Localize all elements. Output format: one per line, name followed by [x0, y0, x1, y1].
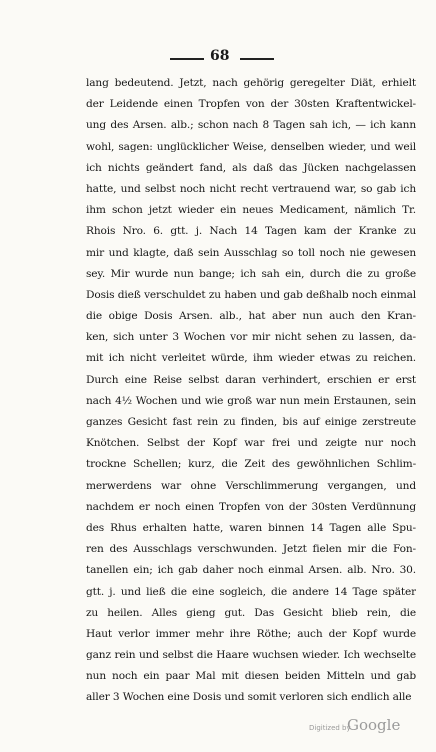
text-line: sey. Mir wurde nun bange; ich sah ein, durch die zu große: [86, 267, 416, 280]
text-line: gtt. j. und ließ die eine sogleich, die andere 14 Tage später: [86, 585, 416, 598]
digitized-by-google-watermark: [309, 716, 419, 740]
header-rule-left: [170, 58, 204, 60]
text-line: Dosis dieß verschuldet zu haben und gab deßhalb noch einmal: [86, 288, 416, 301]
text-line: mir und klagte, daß sein Ausschlag so toll noch nie gewesen: [86, 246, 416, 259]
text-line: aller 3 Wochen eine Dosis und somit verloren sich endlich alle: [86, 691, 412, 704]
text-line: merwerdens war ohne Verschlimmerung vergangen, und: [86, 479, 416, 492]
text-line: zu heilen. Alles gieng gut. Das Gesicht blieb rein, die: [86, 606, 416, 619]
text-line: die obige Dosis Arsen. alb., hat aber nun auch den Kran-: [86, 310, 416, 323]
google-logo: Google: [347, 716, 401, 734]
text-line: Rhois Nro. 6. gtt. j. Nach 14 Tagen kam der Kranke zu: [86, 225, 416, 238]
text-line: Haut verlor immer mehr ihre Röthe; auch der Kopf wurde: [86, 627, 416, 640]
text-line: nach 4½ Wochen und wie groß war nun mein Erstaunen, sein: [86, 394, 416, 407]
text-line: wohl, sagen: unglücklicher Weise, denselben wieder, und weil: [86, 140, 416, 153]
text-line: nachdem er noch einen Tropfen von der 30sten Verdünnung: [86, 500, 416, 513]
text-line: Durch eine Reise selbst daran verhindert, erschien er erst: [86, 373, 416, 386]
body-text: [86, 73, 416, 709]
text-line: Knötchen. Selbst der Kopf war frei und zeigte nur noch: [86, 437, 416, 450]
text-line: ganz rein und selbst die Haare wuchsen wieder. Ich wechselte: [86, 649, 416, 662]
page-number: 68: [210, 48, 230, 64]
page-header: [0, 46, 436, 68]
text-line: mit ich nicht verleitet würde, ihm wieder etwas zu reichen.: [86, 352, 416, 365]
text-line: ich nichts geändert fand, als daß das Jücken nachgelassen: [86, 161, 416, 174]
header-rule-right: [240, 58, 274, 60]
text-line: der Leidende einen Tropfen von der 30sten Kraftentwickel-: [86, 98, 416, 111]
text-line: nun noch ein paar Mal mit diesen beiden Mitteln und gab: [86, 670, 416, 683]
text-line: ren des Ausschlags verschwunden. Jetzt fielen mir die Fon-: [86, 543, 416, 556]
text-line: hatte, und selbst noch nicht recht vertrauend war, so gab ich: [86, 182, 416, 195]
text-line: trockne Schellen; kurz, die Zeit des gewöhnlichen Schlim-: [86, 458, 416, 471]
text-line: lang bedeutend. Jetzt, nach gehörig geregelter Diät, erhielt: [86, 77, 416, 89]
digitized-label: Digitized by: [309, 724, 351, 732]
text-line: ung des Arsen. alb.; schon nach 8 Tagen sah ich, — ich kann: [86, 119, 416, 132]
text-line: ganzes Gesicht fast rein zu finden, bis auf einige zerstreute: [86, 416, 416, 428]
text-line: ihm schon jetzt wieder ein neues Medicament, nämlich Tr.: [86, 204, 416, 217]
text-line: des Rhus erhalten hatte, waren binnen 14 Tagen alle Spu-: [86, 521, 416, 534]
text-line: ken, sich unter 3 Wochen vor mir nicht sehen zu lassen, da-: [86, 331, 416, 344]
text-line: tanellen ein; ich gab daher noch einmal Arsen. alb. Nro. 30.: [86, 564, 416, 577]
